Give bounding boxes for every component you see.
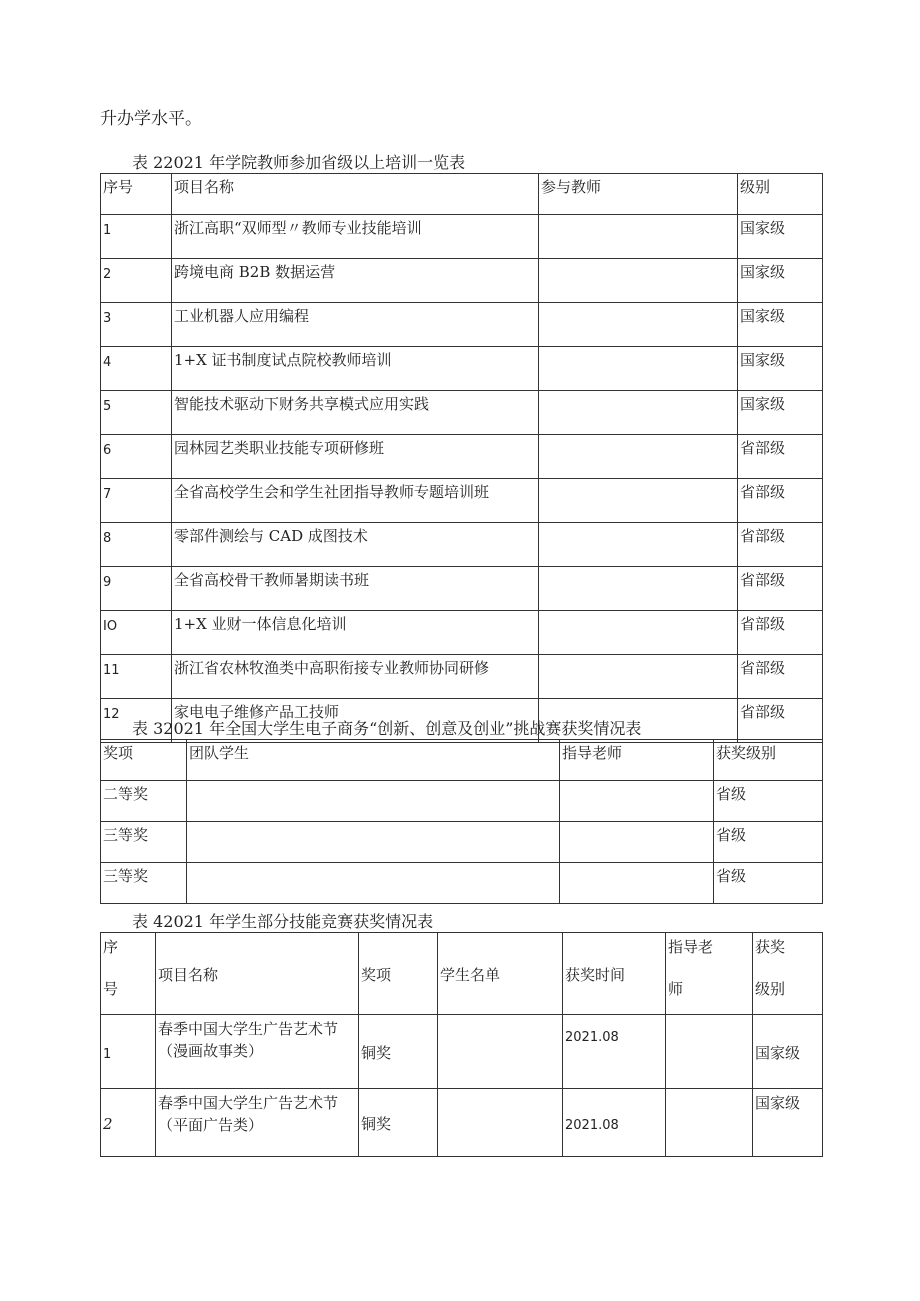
cell-award: 铜奖 <box>359 1089 438 1157</box>
header-award: 奖项 <box>359 933 438 1015</box>
header-teacher: 参与教师 <box>539 174 738 215</box>
cell-seq: 12 <box>101 699 172 743</box>
cell-teacher <box>539 303 738 347</box>
skills-competition-table <box>100 932 823 1157</box>
table-row <box>101 781 823 822</box>
cell-level: 省部级 <box>738 435 823 479</box>
header-award-level: 获奖级别 <box>714 740 823 781</box>
cell-students <box>438 1089 563 1157</box>
table-header-row <box>101 740 823 781</box>
table-row <box>101 611 823 655</box>
header-advisor: 指导老师 <box>560 740 714 781</box>
header-time: 获奖时间 <box>563 933 666 1015</box>
training-table <box>100 173 823 743</box>
cell-teacher <box>539 215 738 259</box>
cell-advisor <box>666 1015 753 1089</box>
table2-caption: 表 22021 年学院教师参加省级以上培训一览表 <box>132 153 466 172</box>
cell-level: 省部级 <box>738 611 823 655</box>
table-row <box>101 435 823 479</box>
table-row <box>101 347 823 391</box>
table-row <box>101 523 823 567</box>
cell-project: 春季中国大学生广告艺术节（漫画故事类） <box>156 1015 359 1089</box>
cell-project: 工业机器人应用编程 <box>172 303 539 347</box>
cell-advisor <box>560 822 714 863</box>
cell-teacher <box>539 479 738 523</box>
cell-level: 省部级 <box>738 655 823 699</box>
header-seq-bottom: 号 <box>103 980 119 998</box>
header-students: 学生名单 <box>438 933 563 1015</box>
header-level: 级别 <box>738 174 823 215</box>
header-seq-top: 序 <box>103 938 119 956</box>
cell-teacher <box>539 259 738 303</box>
header-award: 奖项 <box>101 740 187 781</box>
cell-project: 家电电子维修产品工技师 <box>172 699 539 743</box>
cell-seq: 8 <box>101 523 172 567</box>
header-advisor-bottom: 师 <box>668 980 684 998</box>
table3-caption: 表 32021 年全国大学生电子商务“创新、创意及创业”挑战赛获奖情况表 <box>132 719 642 738</box>
table-row <box>101 479 823 523</box>
cell-level: 国家级 <box>738 215 823 259</box>
cell-seq: 1 <box>101 215 172 259</box>
cell-team <box>187 781 560 822</box>
cell-level: 国家级 <box>738 303 823 347</box>
header-seq: 序号 <box>101 174 172 215</box>
cell-project: 全省高校骨干教师暑期读书班 <box>172 567 539 611</box>
header-advisor <box>666 933 753 1015</box>
cell-level: 国家级 <box>738 347 823 391</box>
table4-caption: 表 42021 年学生部分技能竞赛获奖情况表 <box>132 912 434 931</box>
cell-award-level: 省级 <box>714 781 823 822</box>
cell-seq: 4 <box>101 347 172 391</box>
ecommerce-award-table <box>100 739 823 904</box>
cell-advisor <box>560 781 714 822</box>
table-row <box>101 1015 823 1089</box>
cell-project: 园林园艺类职业技能专项研修班 <box>172 435 539 479</box>
cell-teacher <box>539 611 738 655</box>
header-seq <box>101 933 156 1015</box>
cell-project: 1+X 证书制度试点院校教师培训 <box>172 347 539 391</box>
cell-advisor <box>666 1089 753 1157</box>
cell-level: 国家级 <box>753 1015 823 1089</box>
cell-teacher <box>539 347 738 391</box>
cell-project: 春季中国大学生广告艺术节（平面广告类） <box>156 1089 359 1157</box>
cell-award: 铜奖 <box>359 1015 438 1089</box>
cell-advisor <box>560 863 714 904</box>
cell-project: 浙江高职“双师型〃教师专业技能培训 <box>172 215 539 259</box>
table-row <box>101 215 823 259</box>
table-row <box>101 863 823 904</box>
cell-team <box>187 822 560 863</box>
cell-level: 省部级 <box>738 479 823 523</box>
cell-students <box>438 1015 563 1089</box>
cell-time: 2021.08 <box>563 1089 666 1157</box>
table-row <box>101 567 823 611</box>
cell-award: 二等奖 <box>101 781 187 822</box>
table-row <box>101 259 823 303</box>
cell-teacher <box>539 391 738 435</box>
header-advisor-top: 指导老 <box>668 938 714 956</box>
cell-level: 省部级 <box>738 567 823 611</box>
header-level-bottom: 级别 <box>755 980 786 998</box>
cell-teacher <box>539 523 738 567</box>
cell-teacher <box>539 567 738 611</box>
cell-seq: 6 <box>101 435 172 479</box>
cell-teacher <box>539 435 738 479</box>
cell-level: 国家级 <box>738 259 823 303</box>
header-level <box>753 933 823 1015</box>
cell-project: 零部件测绘与 CAD 成图技术 <box>172 523 539 567</box>
cell-level: 省部级 <box>738 523 823 567</box>
cell-seq: 2 <box>101 1089 156 1157</box>
table-header-row <box>101 933 823 1015</box>
intro-text: 升办学水平。 <box>100 109 202 129</box>
cell-level: 国家级 <box>738 391 823 435</box>
header-level-top: 获奖 <box>755 938 786 956</box>
cell-project: 浙江省农林牧渔类中高职衔接专业教师协同研修 <box>172 655 539 699</box>
cell-level: 省部级 <box>738 699 823 743</box>
header-project: 项目名称 <box>156 933 359 1015</box>
table-row <box>101 1089 823 1157</box>
cell-award-level: 省级 <box>714 863 823 904</box>
cell-seq: 7 <box>101 479 172 523</box>
header-project: 项目名称 <box>172 174 539 215</box>
cell-team <box>187 863 560 904</box>
table-header-row <box>101 174 823 215</box>
table-row <box>101 391 823 435</box>
cell-project: 1+X 业财一体信息化培训 <box>172 611 539 655</box>
cell-level: 国家级 <box>753 1089 823 1157</box>
cell-project: 跨境电商 B2B 数据运营 <box>172 259 539 303</box>
header-team: 团队学生 <box>187 740 560 781</box>
table-row <box>101 655 823 699</box>
cell-project: 全省高校学生会和学生社团指导教师专题培训班 <box>172 479 539 523</box>
cell-award-level: 省级 <box>714 822 823 863</box>
cell-seq: 1 <box>101 1015 156 1089</box>
cell-seq: 11 <box>101 655 172 699</box>
cell-project: 智能技术驱动下财务共享模式应用实践 <box>172 391 539 435</box>
cell-teacher <box>539 655 738 699</box>
cell-time: 2021.08 <box>563 1015 666 1089</box>
table-row <box>101 822 823 863</box>
cell-award: 三等奖 <box>101 822 187 863</box>
cell-seq: IO <box>101 611 172 655</box>
cell-seq: 2 <box>101 259 172 303</box>
table-row <box>101 303 823 347</box>
cell-award: 三等奖 <box>101 863 187 904</box>
cell-seq: 9 <box>101 567 172 611</box>
cell-seq: 5 <box>101 391 172 435</box>
cell-seq: 3 <box>101 303 172 347</box>
